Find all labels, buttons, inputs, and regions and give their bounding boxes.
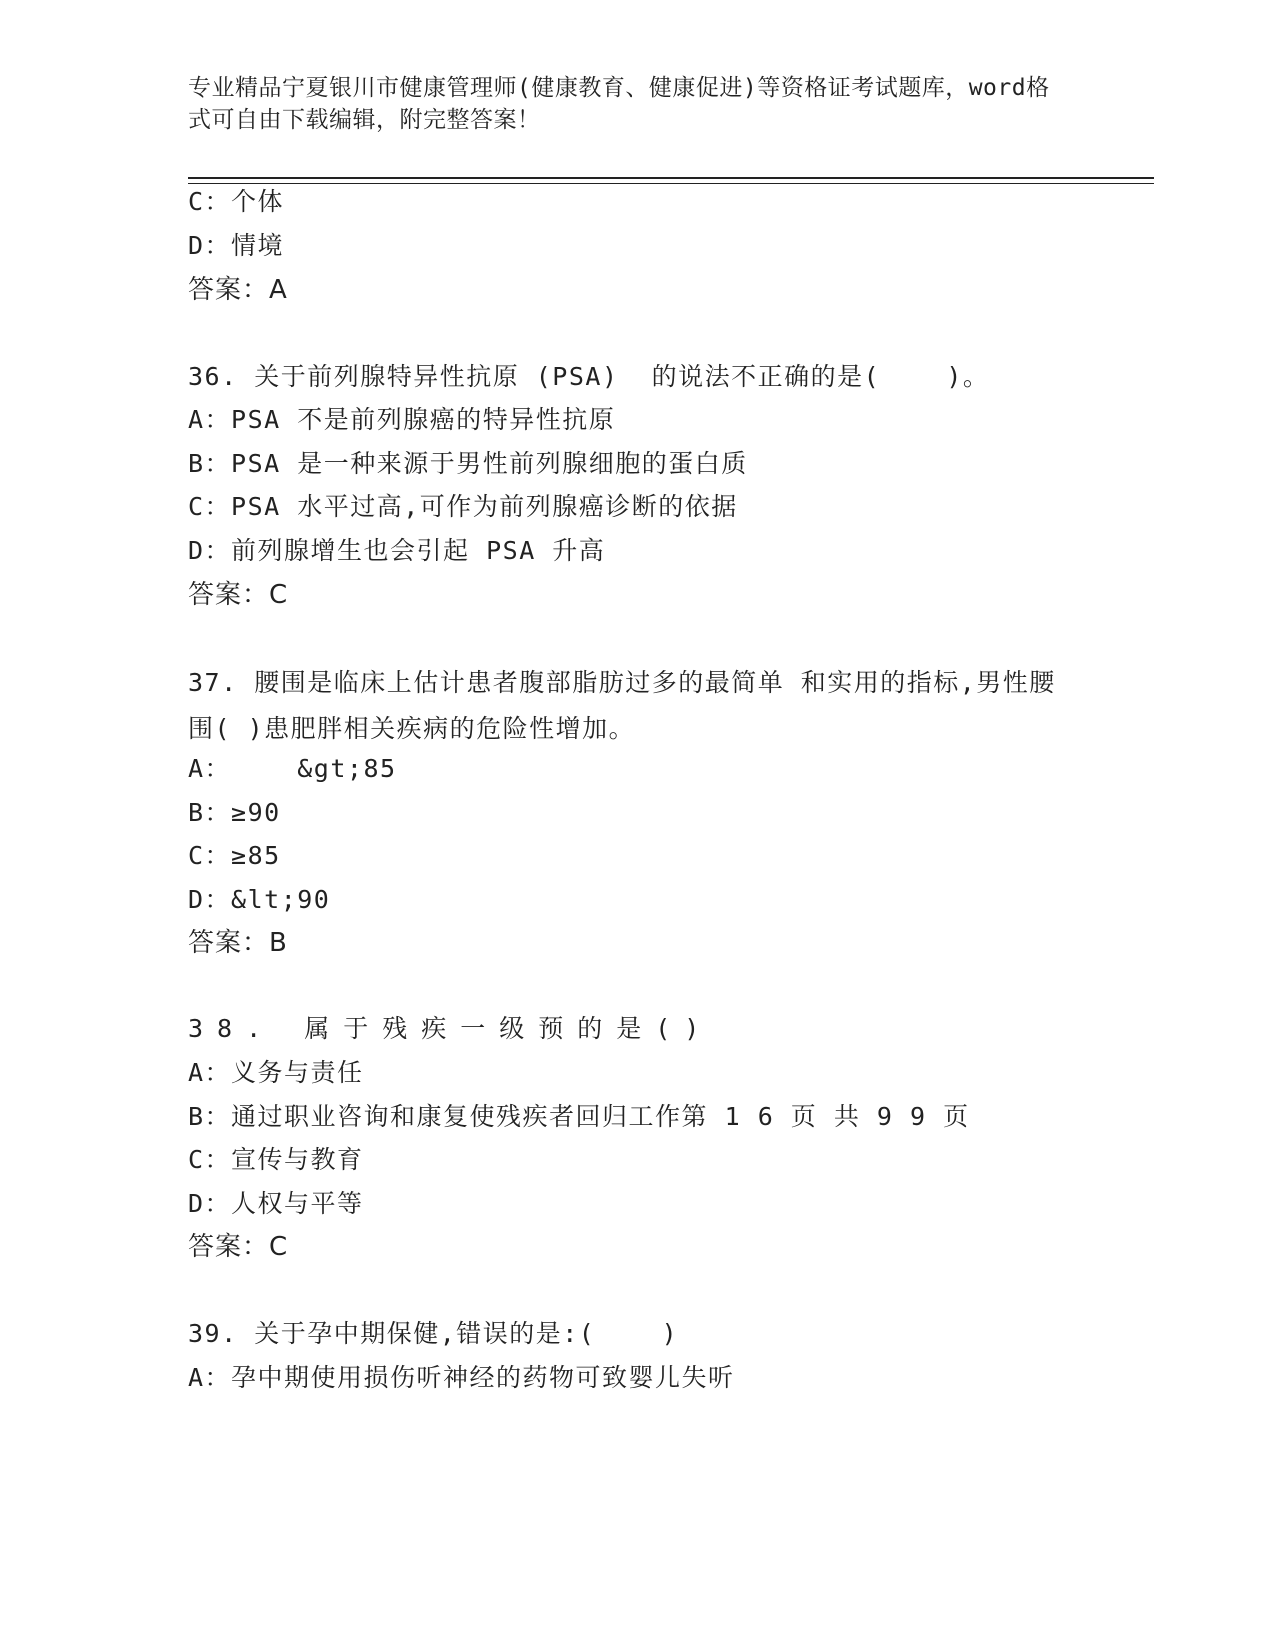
q37-stem: 37. 腰围是临床上估计患者腹部脂肪过多的最简单 和实用的指标,男性腰围( )患肥胖相关疾病的危险性增加。 [188, 668, 1056, 743]
q37-answer: 答案：B [188, 928, 288, 958]
q36-answer: 答案：C [188, 580, 289, 610]
q38-option-c: C：宣传与教育 [188, 1145, 364, 1174]
q36-option-d: D：前列腺增生也会引起 PSA 升高 [188, 536, 606, 565]
document-header: 专业精品宁夏银川市健康管理师(健康教育、健康促进)等资格证考试题库，word格式可自由下载编辑，附完整答案！ [188, 75, 1050, 133]
q38-option-b: B：通过职业咨询和康复使残疾者回归工作第 1 6 页 共 9 9 页 [188, 1102, 970, 1131]
header-divider-thin [188, 183, 1154, 184]
q38-stem: 38. 属于残疾一级预的是() [188, 1014, 714, 1043]
q38-answer: 答案：C [188, 1232, 289, 1262]
q39-option-a: A：孕中期使用损伤听神经的药物可致婴儿失听 [188, 1363, 735, 1392]
q39-stem: 39. 关于孕中期保健,错误的是:( ) [188, 1319, 679, 1348]
q38-option-a: A：义务与责任 [188, 1058, 364, 1087]
q35-answer: 答案：A [188, 275, 288, 305]
q38-option-d: D：人权与平等 [188, 1189, 364, 1218]
q37-option-d: D：&lt;90 [188, 885, 331, 914]
q36-option-b: B：PSA 是一种来源于男性前列腺细胞的蛋白质 [188, 449, 748, 478]
q36-option-a: A：PSA 不是前列腺癌的特异性抗原 [188, 405, 616, 434]
q35-option-c: C：个体 [188, 187, 285, 216]
q37-option-c: C：≥85 [188, 841, 281, 870]
q36-option-c: C：PSA 水平过高,可作为前列腺癌诊断的依据 [188, 492, 738, 521]
q36-stem: 36. 关于前列腺特异性抗原 (PSA) 的说法不正确的是( )。 [188, 362, 990, 391]
header-divider-thick [188, 177, 1154, 179]
q37-option-b: B：≥90 [188, 798, 281, 827]
q35-option-d: D：情境 [188, 231, 285, 260]
q37-option-a: A： &gt;85 [188, 754, 397, 783]
